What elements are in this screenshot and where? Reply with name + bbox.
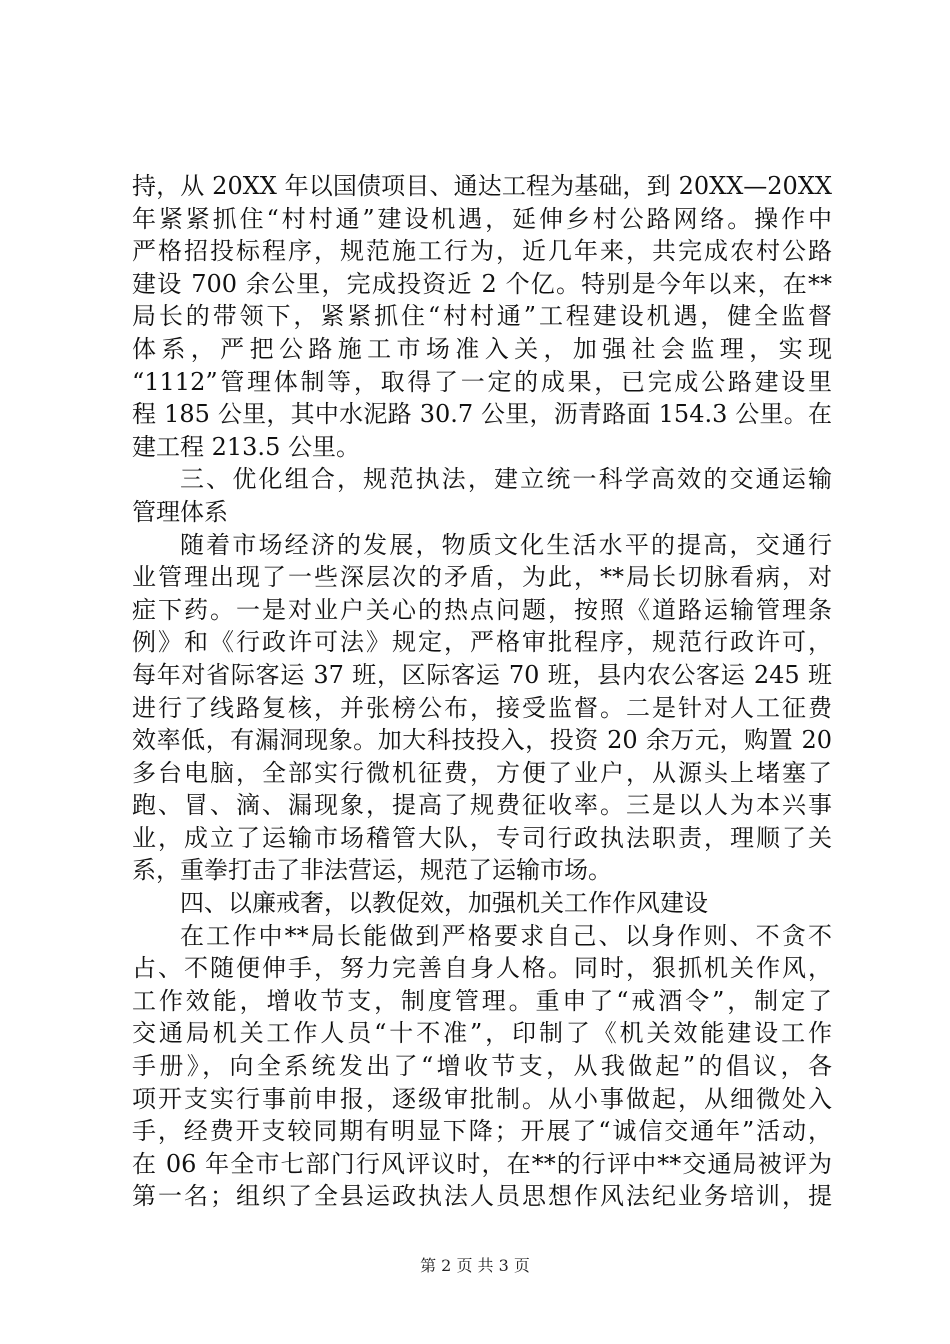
section-heading: 四、以廉戒奢，以教促效，加强机关工作作风建设 <box>180 889 708 918</box>
text-line: 严格招投标程序，规范施工行为，近几年来，共完成农村公路 <box>132 237 832 266</box>
text-line: 建设 700 余公里，完成投资近 2 个亿。特别是今年以来，在** <box>132 269 832 298</box>
text-line: 手，经费开支较同期有明显下降；开展了“诚信交通年”活动， <box>132 1117 832 1146</box>
text-line: 业，成立了运输市场稽管大队，专司行政执法职责，理顺了关 <box>132 823 832 852</box>
text-line: 占、不随便伸手，努力完善自身人格。同时，狠抓机关作风， <box>132 954 832 983</box>
text-line: 进行了线路复核，并张榜公布，接受监督。二是针对人工征费 <box>132 693 832 722</box>
text-line: 在 06 年全市七部门行风评议时，在**的行评中**交通局被评为 <box>132 1149 832 1178</box>
document-body <box>132 170 832 1213</box>
text-line: 系，重拳打击了非法营运，规范了运输市场。 <box>132 856 612 885</box>
text-line: 局长的带领下，紧紧抓住“村村通”工程建设机遇，健全监督 <box>132 302 832 331</box>
text-line: 手册》，向全系统发出了“增收节支，从我做起”的倡议，各 <box>132 1052 832 1081</box>
text-line: “1112”管理体制等，取得了一定的成果，已完成公路建设里 <box>132 367 832 396</box>
text-line: 随着市场经济的发展，物质文化生活水平的提高，交通行 <box>180 530 832 559</box>
text-line: 多台电脑，全部实行微机征费，方便了业户，从源头上堵塞了 <box>132 758 832 787</box>
text-line: 跑、冒、滴、漏现象，提高了规费征收率。三是以人为本兴事 <box>132 791 832 820</box>
text-line: 效率低，有漏洞现象。加大科技投入，投资 20 余万元，购置 20 <box>132 726 832 755</box>
text-line: 持，从 20XX 年以国债项目、通达工程为基础，到 20XX—20XX <box>132 172 832 200</box>
text-line: 症下药。一是对业户关心的热点问题，按照《道路运输管理条 <box>132 595 832 624</box>
section-heading: 三、优化组合，规范执法，建立统一科学高效的交通运输 <box>180 465 832 494</box>
text-line: 程 185 公里，其中水泥路 30.7 公里，沥青路面 154.3 公里。在 <box>132 400 832 429</box>
page-number-footer: 第 2 页 共 3 页 <box>420 1256 530 1275</box>
text-line: 例》和《行政许可法》规定，严格审批程序，规范行政许可， <box>132 628 832 657</box>
text-line: 交通局机关工作人员“十不准”，印制了《机关效能建设工作 <box>132 1019 832 1048</box>
text-line: 体系，严把公路施工市场准入关，加强社会监理，实现 <box>132 334 832 363</box>
text-line: 建工程 213.5 公里。 <box>132 432 360 461</box>
text-line: 业管理出现了一些深层次的矛盾，为此，**局长切脉看病，对 <box>132 563 832 592</box>
text-line: 每年对省际客运 37 班，区际客运 70 班，县内农公客运 245 班 <box>132 660 832 689</box>
text-line: 项开支实行事前申报，逐级审批制。从小事做起，从细微处入 <box>132 1084 832 1113</box>
text-line: 第一名；组织了全县运政执法人员思想作风法纪业务培训，提 <box>132 1182 832 1211</box>
text-line: 工作效能，增收节支，制度管理。重申了“戒酒令”，制定了 <box>132 986 832 1015</box>
text-line: 在工作中**局长能做到严格要求自己、以身作则、不贪不 <box>180 921 832 950</box>
text-line: 年紧紧抓住“村村通”建设机遇，延伸乡村公路网络。操作中 <box>132 204 832 233</box>
section-heading: 管理体系 <box>132 497 228 526</box>
